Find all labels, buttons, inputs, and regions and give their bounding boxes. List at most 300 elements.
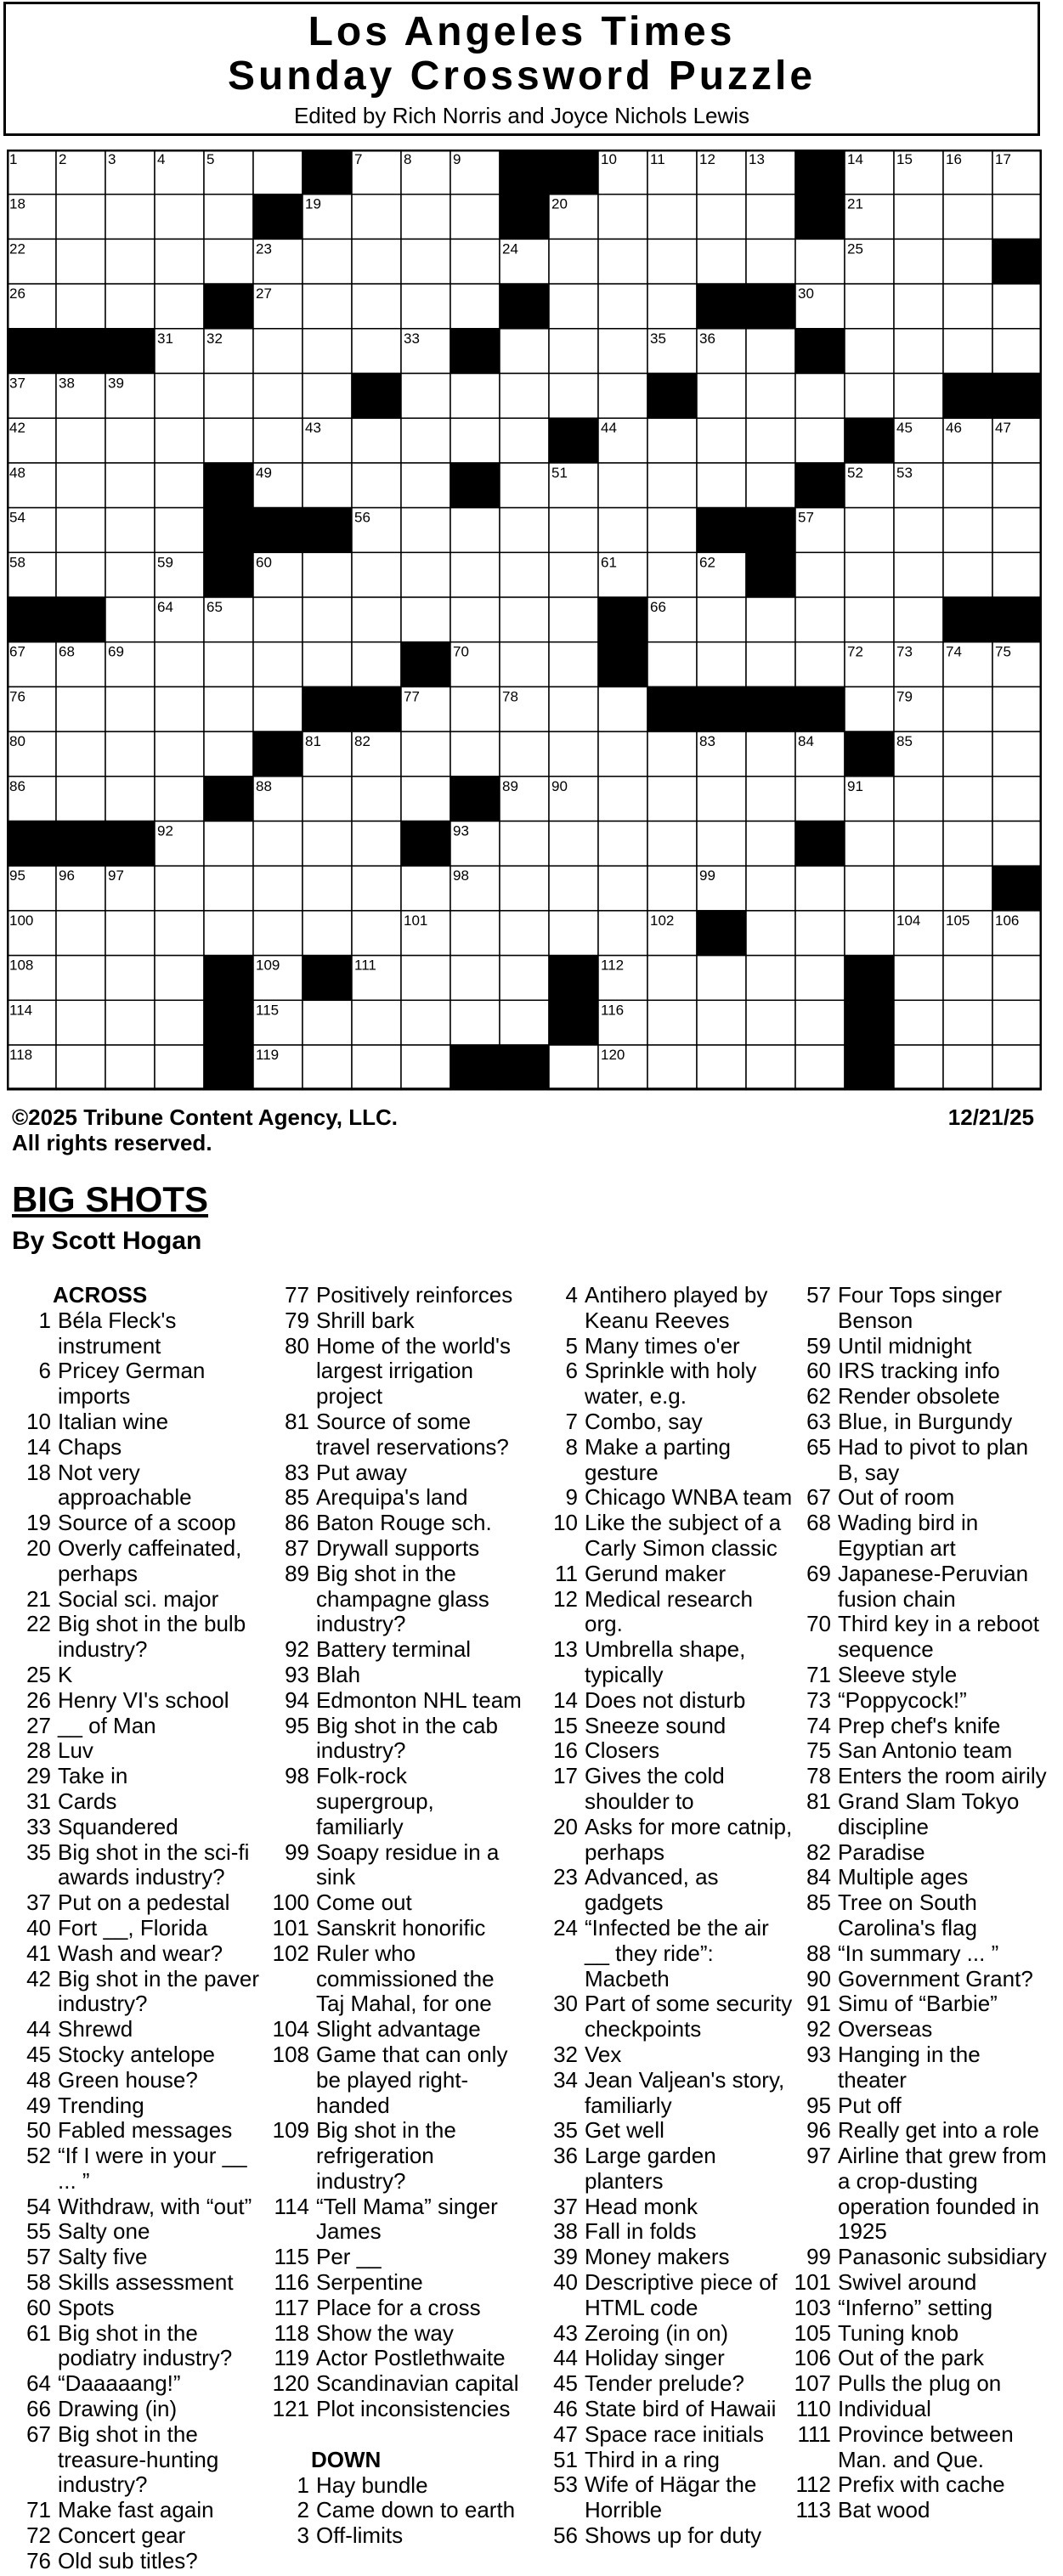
grid-cell[interactable] — [253, 686, 303, 732]
grid-cell[interactable] — [943, 777, 992, 822]
grid-cell[interactable] — [303, 642, 352, 687]
grid-cell[interactable] — [56, 284, 105, 329]
grid-cell[interactable] — [303, 1000, 352, 1045]
grid-cell[interactable] — [105, 284, 155, 329]
grid-cell[interactable] — [992, 1000, 1042, 1045]
grid-cell[interactable] — [647, 956, 697, 1001]
grid-cell[interactable] — [352, 911, 401, 956]
grid-cell[interactable] — [56, 686, 105, 732]
grid-cell[interactable] — [992, 686, 1042, 732]
clue-column-2 — [270, 1283, 525, 2549]
clue-item — [12, 2118, 267, 2144]
clue-text: Out of room — [838, 1484, 955, 1511]
grid-cell[interactable] — [894, 552, 943, 597]
grid-cell[interactable] — [697, 597, 746, 642]
grid-cell[interactable] — [795, 866, 845, 911]
grid-cell[interactable] — [303, 1045, 352, 1090]
grid-cell[interactable] — [549, 329, 598, 374]
grid-cell[interactable] — [204, 418, 253, 463]
grid-cell[interactable] — [155, 732, 204, 777]
grid-cell[interactable] — [105, 195, 155, 240]
clue-text: State bird of Hawaii — [585, 2396, 777, 2422]
grid-cell[interactable] — [845, 374, 894, 419]
grid-cell[interactable] — [401, 195, 450, 240]
clue-number: 92 — [285, 1636, 309, 1663]
grid-cell[interactable] — [746, 956, 795, 1001]
grid-cell[interactable] — [56, 911, 105, 956]
grid-cell[interactable] — [697, 239, 746, 284]
grid-cell[interactable] — [647, 418, 697, 463]
grid-cell[interactable] — [253, 329, 303, 374]
grid-cell[interactable] — [155, 686, 204, 732]
grid-cell[interactable] — [204, 686, 253, 732]
grid-cell[interactable] — [352, 284, 401, 329]
grid-cell[interactable] — [204, 822, 253, 867]
grid-cell[interactable] — [352, 866, 401, 911]
grid-cell[interactable] — [746, 822, 795, 867]
grid-cell[interactable] — [401, 418, 450, 463]
grid-cell[interactable] — [401, 239, 450, 284]
grid-cell[interactable] — [253, 418, 303, 463]
grid-cell[interactable] — [105, 686, 155, 732]
grid-cell[interactable] — [204, 911, 253, 956]
grid-cell[interactable] — [992, 463, 1042, 508]
grid-cell[interactable] — [647, 642, 697, 687]
grid-cell[interactable] — [894, 329, 943, 374]
grid-cell[interactable] — [352, 418, 401, 463]
grid-cell[interactable] — [746, 777, 795, 822]
grid-cell[interactable] — [549, 686, 598, 732]
grid-cell[interactable] — [105, 597, 155, 642]
grid-cell[interactable] — [500, 866, 549, 911]
grid-cell[interactable] — [746, 866, 795, 911]
grid-cell[interactable] — [894, 1000, 943, 1045]
clue-text: Prefix with cache — [838, 2471, 1005, 2498]
grid-cell[interactable] — [598, 822, 647, 867]
grid-cell[interactable] — [746, 911, 795, 956]
grid-cell[interactable] — [56, 239, 105, 284]
clue-item — [270, 2498, 525, 2523]
grid-cell[interactable] — [598, 508, 647, 553]
grid-cell[interactable] — [303, 866, 352, 911]
grid-cell-number: 1 — [9, 151, 18, 167]
grid-cell[interactable] — [204, 732, 253, 777]
grid-cell[interactable] — [746, 463, 795, 508]
grid-cell[interactable] — [303, 284, 352, 329]
grid-cell[interactable] — [647, 239, 697, 284]
grid-cell[interactable] — [352, 463, 401, 508]
grid-cell[interactable] — [795, 956, 845, 1001]
grid-cell[interactable] — [105, 732, 155, 777]
grid-cell[interactable] — [253, 150, 303, 195]
grid-cell[interactable] — [697, 374, 746, 419]
grid-cell[interactable] — [697, 195, 746, 240]
grid-cell[interactable] — [204, 866, 253, 911]
grid-cell[interactable] — [992, 195, 1042, 240]
grid-cell[interactable] — [401, 374, 450, 419]
clue-item — [539, 1688, 794, 1714]
grid-cell[interactable] — [894, 508, 943, 553]
grid-cell[interactable] — [56, 732, 105, 777]
grid-cell[interactable] — [697, 822, 746, 867]
grid-cell[interactable] — [598, 463, 647, 508]
grid-cell[interactable] — [647, 822, 697, 867]
grid-cell[interactable] — [795, 239, 845, 284]
grid-cell[interactable] — [992, 1045, 1042, 1090]
grid-cell[interactable] — [401, 866, 450, 911]
grid-cell[interactable] — [155, 866, 204, 911]
grid-cell[interactable] — [401, 597, 450, 642]
grid-cell[interactable] — [845, 866, 894, 911]
grid-cell[interactable] — [845, 508, 894, 553]
grid-cell[interactable] — [795, 597, 845, 642]
grid-cell[interactable] — [352, 329, 401, 374]
grid-cell[interactable] — [56, 1000, 105, 1045]
grid-cell[interactable] — [697, 777, 746, 822]
grid-cell[interactable] — [450, 284, 500, 329]
clue-number: 6 — [565, 1358, 578, 1384]
grid-cell[interactable] — [303, 239, 352, 284]
grid-cell[interactable] — [155, 1000, 204, 1045]
grid-cell[interactable] — [894, 239, 943, 284]
grid-cell[interactable] — [549, 284, 598, 329]
grid-cell[interactable] — [746, 1045, 795, 1090]
grid-cell[interactable] — [352, 642, 401, 687]
grid-cell[interactable] — [105, 418, 155, 463]
grid-cell[interactable] — [105, 1000, 155, 1045]
grid-cell[interactable] — [845, 822, 894, 867]
grid-cell[interactable] — [105, 956, 155, 1001]
grid-cell[interactable] — [401, 552, 450, 597]
grid-cell[interactable] — [943, 508, 992, 553]
clue-item — [12, 1714, 267, 1739]
grid-cell[interactable] — [795, 642, 845, 687]
grid-cell[interactable] — [450, 508, 500, 553]
grid-cell[interactable] — [303, 552, 352, 597]
grid-cell[interactable] — [943, 732, 992, 777]
grid-cell[interactable] — [992, 732, 1042, 777]
grid-cell[interactable] — [549, 552, 598, 597]
grid-cell[interactable] — [598, 686, 647, 732]
clue-item — [12, 1587, 267, 1613]
grid-cell[interactable] — [746, 239, 795, 284]
grid-cell[interactable] — [105, 1045, 155, 1090]
grid-cell[interactable] — [845, 329, 894, 374]
grid-cell[interactable] — [500, 374, 549, 419]
grid-cell[interactable] — [598, 777, 647, 822]
grid-cell[interactable] — [155, 1045, 204, 1090]
grid-cell[interactable] — [943, 239, 992, 284]
clue-number: 39 — [553, 2244, 578, 2270]
clue-number: 20 — [26, 1534, 51, 1561]
grid-cell[interactable] — [894, 195, 943, 240]
grid-cell[interactable] — [253, 597, 303, 642]
grid-cell[interactable] — [845, 284, 894, 329]
grid-cell[interactable] — [500, 911, 549, 956]
grid-cell[interactable] — [450, 911, 500, 956]
grid-cell[interactable] — [992, 284, 1042, 329]
grid-cell[interactable] — [992, 552, 1042, 597]
grid-cell[interactable] — [943, 195, 992, 240]
grid-cell[interactable] — [155, 195, 204, 240]
grid-cell[interactable] — [943, 552, 992, 597]
grid-cell[interactable] — [746, 1000, 795, 1045]
grid-cell[interactable] — [943, 1045, 992, 1090]
grid-cell[interactable] — [598, 239, 647, 284]
grid-cell[interactable] — [549, 597, 598, 642]
grid-cell[interactable] — [549, 508, 598, 553]
grid-cell[interactable] — [253, 374, 303, 419]
clue-item — [270, 2195, 525, 2246]
clue-text: Place for a cross — [316, 2294, 481, 2320]
grid-cell[interactable] — [647, 732, 697, 777]
grid-cell[interactable] — [401, 956, 450, 1001]
clue-item — [792, 2042, 1047, 2093]
grid-cell[interactable] — [352, 1000, 401, 1045]
clue-number: 62 — [806, 1383, 831, 1409]
grid-cell[interactable] — [155, 418, 204, 463]
grid-cell[interactable] — [943, 284, 992, 329]
grid-cell[interactable] — [845, 686, 894, 732]
grid-block — [352, 686, 401, 732]
grid-cell[interactable] — [549, 1045, 598, 1090]
grid-cell[interactable] — [450, 597, 500, 642]
grid-cell[interactable] — [746, 418, 795, 463]
clue-text: Shrewd — [58, 2016, 133, 2042]
grid-cell[interactable] — [56, 552, 105, 597]
grid-cell[interactable] — [450, 552, 500, 597]
grid-cell[interactable] — [647, 1045, 697, 1090]
grid-cell[interactable] — [697, 956, 746, 1001]
grid-cell[interactable] — [500, 418, 549, 463]
grid-cell[interactable] — [500, 956, 549, 1001]
clue-number: 84 — [806, 1864, 831, 1890]
clue-number: 25 — [26, 1661, 51, 1687]
clue-text: Off-limits — [316, 2522, 404, 2549]
grid-cell[interactable] — [105, 508, 155, 553]
grid-cell[interactable] — [500, 329, 549, 374]
grid-cell[interactable] — [352, 777, 401, 822]
clue-number: 121 — [272, 2396, 309, 2422]
grid-cell[interactable] — [894, 374, 943, 419]
grid-cell[interactable] — [500, 463, 549, 508]
grid-cell[interactable] — [697, 418, 746, 463]
grid-cell[interactable] — [352, 239, 401, 284]
clue-text: Big shot in the paver industry? — [58, 1965, 260, 2017]
grid-cell[interactable] — [697, 463, 746, 508]
grid-cell[interactable] — [56, 777, 105, 822]
grid-cell[interactable] — [500, 822, 549, 867]
grid-cell[interactable] — [401, 463, 450, 508]
grid-cell[interactable] — [500, 552, 549, 597]
grid-cell[interactable] — [303, 822, 352, 867]
grid-cell[interactable] — [795, 1045, 845, 1090]
grid-cell[interactable] — [105, 239, 155, 284]
grid-cell[interactable] — [155, 642, 204, 687]
grid-cell[interactable] — [598, 284, 647, 329]
grid-cell[interactable] — [598, 374, 647, 419]
grid-cell[interactable] — [992, 956, 1042, 1001]
grid-cell[interactable] — [697, 1045, 746, 1090]
grid-cell[interactable] — [352, 822, 401, 867]
grid-cell[interactable] — [845, 597, 894, 642]
grid-cell[interactable] — [795, 1000, 845, 1045]
grid-cell[interactable] — [992, 822, 1042, 867]
grid-cell[interactable] — [105, 552, 155, 597]
grid-block — [56, 597, 105, 642]
grid-cell[interactable] — [795, 777, 845, 822]
clue-item — [792, 1409, 1047, 1435]
grid-cell[interactable] — [598, 911, 647, 956]
grid-cell[interactable] — [746, 374, 795, 419]
grid-cell[interactable] — [352, 195, 401, 240]
grid-cell[interactable] — [155, 374, 204, 419]
grid-cell[interactable] — [598, 195, 647, 240]
grid-cell[interactable] — [253, 642, 303, 687]
grid-cell[interactable] — [795, 374, 845, 419]
grid-cell[interactable] — [647, 508, 697, 553]
grid-cell[interactable] — [647, 284, 697, 329]
grid-cell[interactable] — [352, 552, 401, 597]
grid-cell[interactable] — [845, 552, 894, 597]
grid-cell[interactable] — [549, 732, 598, 777]
clue-item — [12, 1764, 267, 1789]
grid-cell[interactable] — [795, 418, 845, 463]
grid-cell[interactable] — [943, 463, 992, 508]
grid-cell[interactable] — [56, 418, 105, 463]
grid-cell[interactable] — [105, 777, 155, 822]
grid-cell[interactable] — [56, 956, 105, 1001]
grid-cell[interactable] — [746, 329, 795, 374]
grid-cell[interactable] — [598, 329, 647, 374]
grid-cell[interactable] — [500, 597, 549, 642]
grid-cell[interactable] — [894, 822, 943, 867]
grid-cell[interactable] — [992, 329, 1042, 374]
grid-cell[interactable] — [155, 956, 204, 1001]
grid-cell[interactable] — [894, 597, 943, 642]
grid-cell[interactable] — [450, 956, 500, 1001]
grid-cell[interactable] — [303, 463, 352, 508]
grid-cell[interactable] — [549, 239, 598, 284]
grid-cell[interactable] — [303, 329, 352, 374]
grid-cell[interactable] — [253, 866, 303, 911]
grid-cell[interactable] — [155, 777, 204, 822]
grid-cell[interactable] — [894, 866, 943, 911]
grid-cell[interactable] — [401, 508, 450, 553]
grid-cell[interactable] — [647, 463, 697, 508]
grid-cell[interactable] — [549, 642, 598, 687]
grid-cell[interactable] — [647, 866, 697, 911]
grid-cell[interactable] — [894, 284, 943, 329]
grid-cell[interactable] — [105, 463, 155, 508]
grid-cell[interactable] — [253, 911, 303, 956]
grid-cell[interactable] — [401, 1000, 450, 1045]
grid-cell[interactable] — [450, 732, 500, 777]
grid-cell[interactable] — [204, 195, 253, 240]
grid-cell[interactable] — [303, 777, 352, 822]
grid-cell[interactable] — [253, 822, 303, 867]
grid-cell[interactable] — [204, 642, 253, 687]
grid-cell[interactable] — [746, 642, 795, 687]
grid-cell[interactable] — [450, 374, 500, 419]
clue-item — [12, 1536, 267, 1587]
grid-cell[interactable] — [943, 1000, 992, 1045]
grid-cell[interactable] — [450, 195, 500, 240]
grid-cell[interactable] — [746, 597, 795, 642]
grid-cell[interactable] — [204, 239, 253, 284]
grid-cell[interactable] — [943, 956, 992, 1001]
grid-cell[interactable] — [450, 239, 500, 284]
grid-cell[interactable] — [303, 597, 352, 642]
grid-cell[interactable] — [56, 195, 105, 240]
grid-cell[interactable] — [56, 463, 105, 508]
grid-cell[interactable] — [943, 686, 992, 732]
grid-cell[interactable] — [155, 911, 204, 956]
grid-cell[interactable] — [746, 195, 795, 240]
grid-cell[interactable] — [401, 284, 450, 329]
grid-cell[interactable] — [697, 642, 746, 687]
grid-cell[interactable] — [155, 508, 204, 553]
grid-cell[interactable] — [401, 777, 450, 822]
grid-cell[interactable] — [450, 418, 500, 463]
grid-cell[interactable] — [352, 1045, 401, 1090]
grid-cell[interactable] — [845, 911, 894, 956]
grid-cell[interactable] — [992, 777, 1042, 822]
grid-cell[interactable] — [894, 1045, 943, 1090]
grid-cell[interactable] — [795, 911, 845, 956]
grid-cell[interactable] — [943, 329, 992, 374]
grid-cell[interactable] — [549, 911, 598, 956]
grid-cell[interactable] — [795, 552, 845, 597]
grid-cell[interactable] — [303, 374, 352, 419]
grid-cell[interactable] — [401, 732, 450, 777]
grid-cell[interactable] — [450, 686, 500, 732]
grid-cell[interactable] — [105, 911, 155, 956]
grid-cell[interactable] — [500, 732, 549, 777]
grid-cell[interactable] — [204, 374, 253, 419]
grid-cell[interactable] — [303, 911, 352, 956]
grid-cell[interactable] — [697, 1000, 746, 1045]
grid-cell[interactable] — [992, 508, 1042, 553]
grid-cell[interactable] — [647, 777, 697, 822]
grid-cell[interactable] — [943, 866, 992, 911]
grid-cell[interactable] — [894, 777, 943, 822]
grid-cell[interactable] — [598, 732, 647, 777]
grid-cell[interactable] — [549, 866, 598, 911]
grid-cell[interactable] — [500, 642, 549, 687]
grid-cell[interactable] — [746, 732, 795, 777]
grid-cell[interactable] — [549, 822, 598, 867]
grid-cell[interactable] — [647, 195, 697, 240]
grid-cell[interactable] — [647, 1000, 697, 1045]
grid-cell[interactable] — [56, 1045, 105, 1090]
grid-cell[interactable] — [647, 552, 697, 597]
grid-block — [598, 597, 647, 642]
grid-cell[interactable] — [155, 284, 204, 329]
grid-cell[interactable] — [56, 508, 105, 553]
grid-cell[interactable] — [450, 1000, 500, 1045]
grid-cell[interactable] — [894, 956, 943, 1001]
grid-cell[interactable] — [549, 374, 598, 419]
grid-cell[interactable] — [155, 239, 204, 284]
grid-cell[interactable] — [943, 822, 992, 867]
grid-cell[interactable] — [598, 866, 647, 911]
grid-cell[interactable] — [401, 1045, 450, 1090]
grid-cell[interactable] — [155, 463, 204, 508]
grid-cell[interactable] — [352, 597, 401, 642]
grid-cell[interactable] — [500, 1000, 549, 1045]
grid-cell[interactable] — [500, 508, 549, 553]
